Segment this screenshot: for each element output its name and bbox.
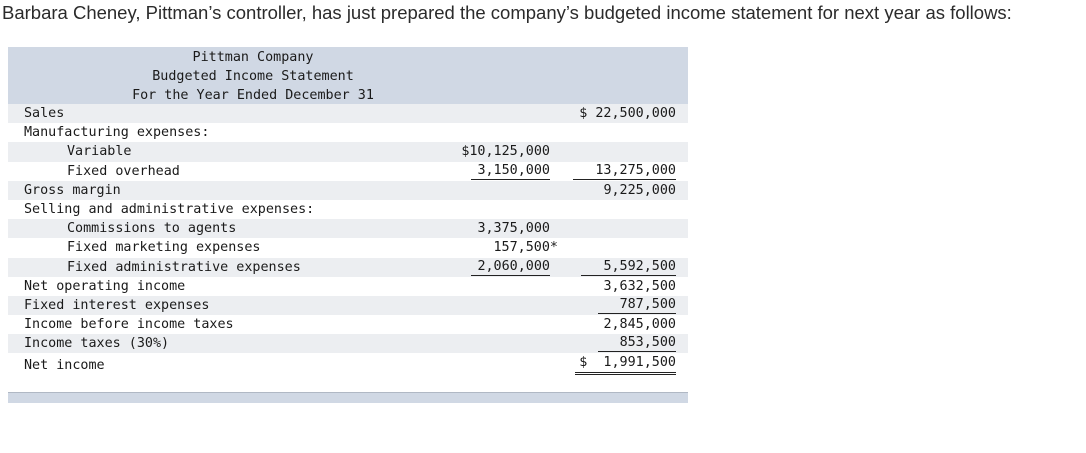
table-bottom-border	[8, 392, 688, 403]
detail-value: 157,500*	[493, 240, 558, 256]
row-net-income	[8, 353, 688, 378]
row-selling-admin-expenses	[8, 200, 688, 219]
row-income-taxes	[8, 334, 688, 353]
row-label: Net operating income	[24, 278, 186, 294]
company-name: Pittman Company	[192, 50, 314, 65]
row-label: Fixed marketing expenses	[67, 240, 261, 256]
row-gross-margin	[8, 181, 688, 200]
row-fixed-marketing	[8, 238, 688, 257]
row-label: Net income	[24, 358, 105, 374]
problem-intro-text: Barbara Cheney, Pittman’s controller, has just prepared the company’s budgeted income statement for next year as follows:	[2, 2, 1012, 23]
statement-period: For the Year Ended December 31	[132, 88, 374, 103]
row-fixed-interest	[8, 296, 688, 315]
row-commissions	[8, 219, 688, 238]
row-label: Income taxes (30%)	[24, 336, 170, 352]
row-label: Variable	[67, 144, 132, 160]
row-net-operating-income	[8, 277, 688, 296]
row-label: Manufacturing expenses:	[24, 125, 210, 141]
row-fixed-overhead	[8, 162, 688, 181]
row-label: Gross margin	[24, 182, 121, 198]
row-label: Fixed interest expenses	[24, 297, 210, 313]
income-statement	[8, 47, 688, 378]
detail-value: 2,060,000	[471, 258, 550, 276]
total-value: 13,275,000	[573, 162, 676, 180]
row-label: Selling and administrative expenses:	[24, 201, 315, 217]
row-income-before-taxes	[8, 315, 688, 334]
row-variable	[8, 142, 688, 161]
statement-header	[8, 47, 688, 104]
detail-value: 3,150,000	[471, 162, 550, 180]
row-label: Sales	[24, 106, 65, 121]
total-value: 3,632,500	[603, 278, 676, 294]
row-label: Fixed overhead	[67, 163, 180, 179]
row-label: Fixed administrative expenses	[67, 259, 301, 275]
row-sales	[8, 104, 688, 123]
row-label: Income before income taxes	[24, 317, 234, 333]
row-manufacturing-expenses	[8, 123, 688, 142]
total-value: 2,845,000	[603, 317, 676, 333]
row-label: Commissions to agents	[67, 221, 237, 237]
total-value: 5,592,500	[581, 258, 676, 276]
total-value: $ 1,991,500	[575, 353, 676, 375]
detail-value: 3,375,000	[477, 221, 550, 237]
total-value: $ 22,500,000	[579, 106, 676, 121]
total-value: 853,500	[598, 334, 676, 352]
detail-value: $10,125,000	[461, 144, 550, 160]
total-value: 9,225,000	[603, 182, 676, 198]
total-value: 787,500	[598, 296, 676, 314]
row-fixed-administrative	[8, 258, 688, 277]
statement-title: Budgeted Income Statement	[152, 69, 354, 84]
